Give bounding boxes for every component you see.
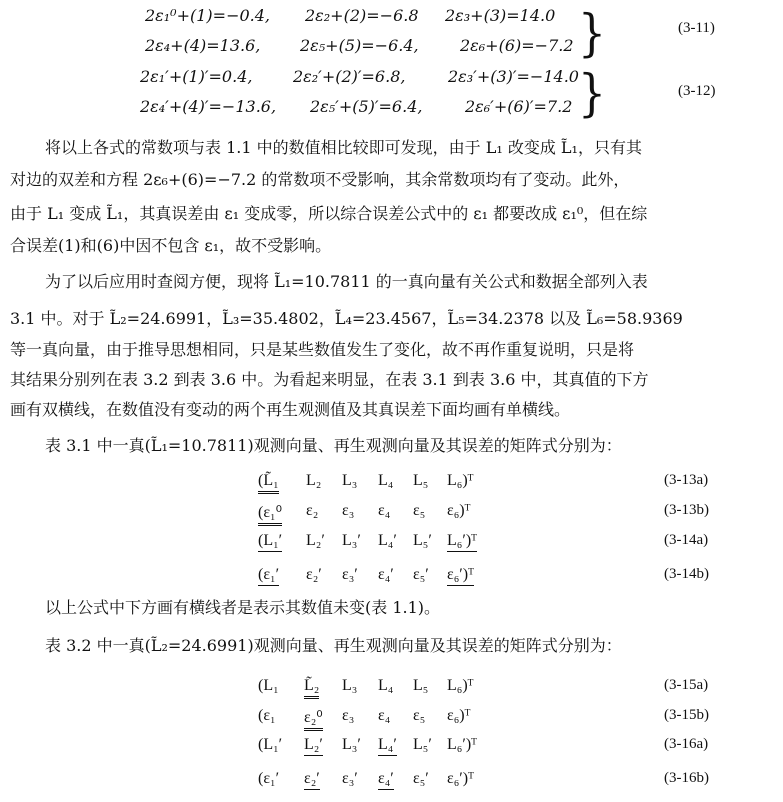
table-3-1-intro: 表 3.1 中一真(L̃₁=10.7811)观测向量、再生观测向量及其误差的矩阵式分别为： <box>45 436 622 455</box>
equation-number: (3-12) <box>678 83 716 99</box>
vector-cell: L₄′ <box>378 532 397 549</box>
underline-note: 以上公式中下方画有横线者是表示其数值未变(表 1.1)。 <box>45 598 441 617</box>
vector-row-3-15a <box>0 677 783 699</box>
vector-row-3-14a <box>0 532 783 554</box>
paragraph-line: 3.1 中。对于 L̃₂=24.6991，L̃₃=35.4802，L̃₄=23.4567，L̃₅=34.2378 以及 L̃₆=58.9369 <box>10 309 683 328</box>
vector-cell: ε₃ <box>342 707 355 724</box>
vector-cell: L₅ <box>413 677 429 694</box>
vector-cell: ε₄′ <box>378 770 394 790</box>
vector-row-3-13b <box>0 502 783 524</box>
vector-cell: L₅′ <box>413 736 432 753</box>
eq-3-11-term-6: 2ε₆+(6)=−7.2 <box>460 36 574 55</box>
vector-row-3-15b <box>0 707 783 729</box>
vector-cell: ε₂ <box>306 502 319 519</box>
vector-cell: ε₃′ <box>342 566 358 583</box>
vector-cell: L₆)ᵀ <box>447 472 474 489</box>
equation-number: (3-14b) <box>664 566 709 582</box>
eq-3-11-term-1: 2ε₁⁰+(1)=−0.4, <box>145 6 271 25</box>
eq-3-11-term-3: 2ε₃+(3)=14.0 <box>445 6 556 25</box>
vector-cell: ε₄′ <box>378 566 394 583</box>
equation-number: (3-15b) <box>664 707 709 723</box>
vector-cell: ε₆′)ᵀ <box>447 770 474 787</box>
vector-cell: ε₆′)ᵀ <box>447 566 474 586</box>
equation-number: (3-16a) <box>664 736 709 752</box>
equation-number: (3-14a) <box>664 532 709 548</box>
paragraph-line: 画有双横线，在数值没有变动的两个再生观测值及其真误差下面均画有单横线。 <box>10 400 571 419</box>
vector-cell: (L₁′ <box>258 532 282 552</box>
vector-row-3-16a <box>0 736 783 758</box>
vector-cell: L₆′)ᵀ <box>447 532 477 552</box>
eq-3-12-term-1: 2ε₁′+(1)′=0.4, <box>140 67 253 86</box>
eq-3-12-term-6: 2ε₆′+(6)′=7.2 <box>465 97 573 116</box>
vector-cell: L₄ <box>378 472 394 489</box>
equation-number: (3-13a) <box>664 472 709 488</box>
equation-number: (3-13b) <box>664 502 709 518</box>
equation-number: (3-11) <box>678 20 715 36</box>
vector-cell: L₃ <box>342 472 358 489</box>
vector-cell: ε₄ <box>378 707 391 724</box>
vector-cell: (L₁′ <box>258 736 283 753</box>
vector-cell: (ε₁′ <box>258 566 279 586</box>
vector-cell: L₆′)ᵀ <box>447 736 477 753</box>
vector-cell: L₃′ <box>342 736 361 753</box>
eq-3-11-term-5: 2ε₅+(5)=−6.4, <box>300 36 419 55</box>
vector-cell: L₅′ <box>413 532 432 549</box>
equation-number: (3-16b) <box>664 770 709 786</box>
vector-cell: ε₅′ <box>413 770 429 787</box>
eq-3-12-term-5: 2ε₅′+(5)′=6.4, <box>310 97 423 116</box>
vector-cell: L₅ <box>413 472 429 489</box>
paragraph-line: 对边的双差和方程 2ε₆+(6)=−7.2 的常数项不受影响，其余常数项均有了变动。此外， <box>10 170 630 189</box>
vector-row-3-14b <box>0 566 783 588</box>
vector-cell: (ε₁ <box>258 707 276 724</box>
vector-cell: (L̃₁ <box>258 472 279 494</box>
paragraph-line: 等一真向量，由于推导思想相同，只是某些数值发生了变化，故不再作重复说明，只是将 <box>10 340 635 359</box>
vector-row-3-16b <box>0 770 783 792</box>
vector-cell: ε₆)ᵀ <box>447 707 471 724</box>
vector-cell: ε₄ <box>378 502 391 519</box>
vector-cell: (ε₁′ <box>258 770 280 787</box>
vector-cell: ε₅ <box>413 707 426 724</box>
vector-row-3-13a <box>0 472 783 494</box>
vector-cell: ε₃ <box>342 502 355 519</box>
eq-3-11-term-4: 2ε₄+(4)=13.6, <box>145 36 261 55</box>
vector-cell: ε₅′ <box>413 566 429 583</box>
vector-cell: L₂′ <box>306 532 325 549</box>
vector-cell: ε₆)ᵀ <box>447 502 471 519</box>
right-brace: } <box>578 4 606 63</box>
paragraph-line: 为了以后应用时查阅方便，现将 L̃₁=10.7811 的一真向量有关公式和数据全部列入表 <box>45 272 648 291</box>
vector-cell: ε₃′ <box>342 770 358 787</box>
vector-cell: ε₂′ <box>304 770 320 790</box>
eq-3-12-term-3: 2ε₃′+(3)′=−14.0 <box>448 67 579 86</box>
vector-cell: ε₂⁰ <box>304 707 323 731</box>
equation-number: (3-15a) <box>664 677 709 693</box>
vector-cell: L₃′ <box>342 532 361 549</box>
right-brace: } <box>578 64 606 123</box>
vector-cell: L₄′ <box>378 736 397 756</box>
paragraph-line: 将以上各式的常数项与表 1.1 中的数值相比较即可发现，由于 L₁ 改变成 L̃₁，只有其 <box>45 138 642 157</box>
paragraph-line: 合误差(1)和(6)中因不包含 ε₁，故不受影响。 <box>10 236 332 255</box>
eq-3-12-term-2: 2ε₂′+(2)′=6.8, <box>293 67 406 86</box>
table-3-2-intro: 表 3.2 中一真(L̃₂=24.6991)观测向量、再生观测向量及其误差的矩阵式分别为： <box>45 636 622 655</box>
eq-3-11-term-2: 2ε₂+(2)=−6.8 <box>305 6 419 25</box>
paragraph-line: 由于 L₁ 变成 L̃₁，其真误差由 ε₁ 变成零，所以综合误差公式中的 ε₁ 都要改成 ε₁⁰，但在综 <box>10 204 648 223</box>
eq-3-12-term-4: 2ε₄′+(4)′=−13.6, <box>140 97 277 116</box>
vector-cell: (L₁ <box>258 677 279 694</box>
vector-cell: L₃ <box>342 677 358 694</box>
vector-cell: ε₂′ <box>306 566 322 583</box>
paragraph-line: 其结果分别列在表 3.2 到表 3.6 中。为看起来明显，在表 3.1 到表 3.6 中，其真值的下方 <box>10 370 649 389</box>
vector-cell: L₆)ᵀ <box>447 677 474 694</box>
vector-cell: L̃₂ <box>304 677 319 699</box>
vector-cell: L₂ <box>306 472 322 489</box>
vector-cell: L₄ <box>378 677 394 694</box>
vector-cell: (ε₁⁰ <box>258 502 282 526</box>
vector-cell: L₂′ <box>304 736 323 756</box>
vector-cell: ε₅ <box>413 502 426 519</box>
